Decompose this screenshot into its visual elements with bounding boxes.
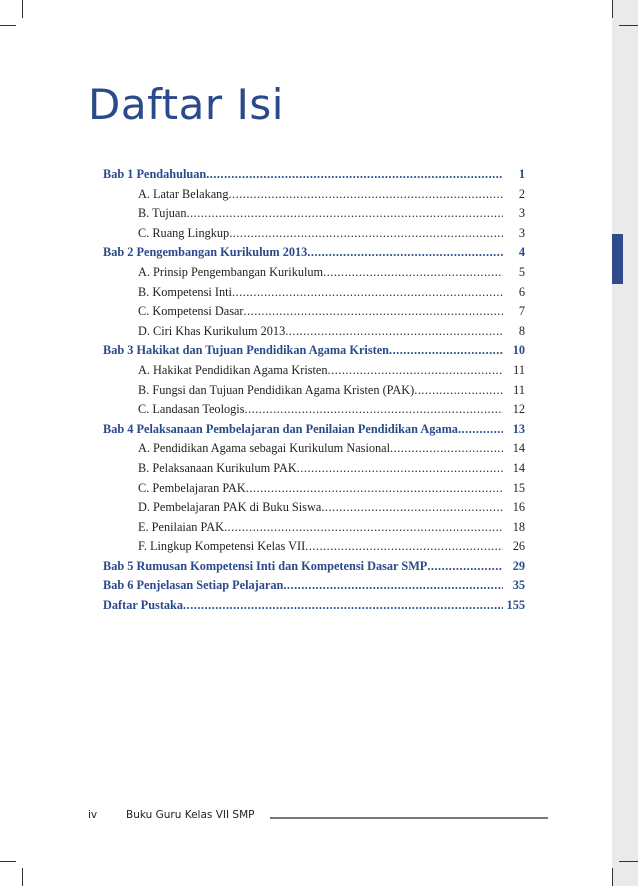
toc-entry-label: Bab 2 Pengembangan Kurikulum 2013 [103,245,308,260]
toc-entry-label: F. Lingkup Kompetensi Kelas VII [138,539,306,554]
crop-mark-bottom-right-v [612,868,613,886]
toc-entry-label: Bab 4 Pelaksanaan Pembelajaran dan Penilaian Pendidikan Agama [103,421,458,436]
crop-mark-top-right-h [619,25,638,26]
toc-entry-label: Bab 3 Hakikat dan Tujuan Pendidikan Agama Kristen [103,343,389,358]
toc-entry-label: A. Prinsip Pengembangan Kurikulum [138,264,324,279]
crop-mark-top-left-v [22,0,23,18]
toc-leader-dots [245,400,504,420]
toc-entry-section[interactable] [103,283,525,303]
toc-entry-section[interactable] [103,518,525,538]
toc-entry-page: 12 [512,402,525,417]
toc-entry-section[interactable] [103,400,525,420]
toc-leader-dots [224,518,503,538]
toc-entry-section[interactable] [103,459,525,479]
toc-leader-dots [244,302,503,322]
toc-leader-dots [228,185,503,205]
toc-leader-dots [285,322,503,342]
toc-entry-page: 3 [518,206,525,221]
toc-entry-label: A. Pendidikan Agama sebagai Kurikulum Nasional [138,441,391,456]
toc-entry-page: 35 [512,578,525,593]
toc-leader-dots [414,381,503,401]
toc-entry-page: 155 [506,598,525,613]
toc-entry-chapter[interactable] [103,557,525,577]
toc-leader-dots [427,557,503,577]
toc-leader-dots [389,341,503,361]
toc-entry-label: Bab 6 Penjelasan Setiap Pelajaran [103,578,284,593]
toc-leader-dots [321,498,503,518]
toc-leader-dots [323,263,503,283]
toc-entry-section[interactable] [103,439,525,459]
footer-rule [270,817,548,819]
toc-entry-section[interactable] [103,302,525,322]
toc-entry-label: B. Kompetensi Inti [138,284,232,299]
toc-entry-label: B. Pelaksanaan Kurikulum PAK [138,460,297,475]
toc-entry-page: 10 [512,343,525,358]
toc-leader-dots [283,576,503,596]
footer-book-title: Buku Guru Kelas VII SMP [126,809,255,821]
toc-entry-label: B. Tujuan [138,206,187,221]
toc-entry-label: C. Ruang Lingkup [138,225,230,240]
toc-entry-label: A. Hakikat Pendidikan Agama Kristen [138,362,328,377]
toc-entry-chapter[interactable] [103,596,525,616]
toc-leader-dots [307,243,503,263]
page-title: Daftar Isi [88,80,284,129]
toc-entry-page: 13 [512,421,525,436]
toc-entry-label: C. Kompetensi Dasar [138,304,244,319]
toc-entry-section[interactable] [103,185,525,205]
toc-entry-page: 7 [518,304,525,319]
toc-leader-dots [328,361,503,381]
toc-entry-section[interactable] [103,498,525,518]
toc-entry-page: 11 [513,382,525,397]
page-edge-band [612,0,638,886]
toc-entry-label: D. Pembelajaran PAK di Buku Siswa [138,500,322,515]
toc-entry-page: 6 [518,284,525,299]
toc-entry-section[interactable] [103,479,525,499]
toc-entry-label: B. Fungsi dan Tujuan Pendidikan Agama Kristen (PAK) [138,382,415,397]
toc-entry-page: 18 [512,519,525,534]
toc-entry-page: 11 [513,362,525,377]
toc-entry-section[interactable] [103,224,525,244]
toc-entry-page: 26 [512,539,525,554]
toc-entry-section[interactable] [103,322,525,342]
toc-entry-section[interactable] [103,204,525,224]
toc-entry-label: Daftar Pustaka [103,598,184,613]
toc-entry-label: A. Latar Belakang [138,186,229,201]
table-of-contents [103,165,525,616]
toc-entry-chapter[interactable] [103,341,525,361]
toc-leader-dots [458,420,503,440]
toc-leader-dots [232,283,503,303]
toc-entry-page: 4 [518,245,525,260]
toc-entry-page: 14 [512,460,525,475]
toc-entry-section[interactable] [103,263,525,283]
toc-entry-label: C. Landasan Teologis [138,402,245,417]
toc-entry-page: 8 [518,323,525,338]
crop-mark-bottom-right-h [619,861,638,862]
toc-entry-section[interactable] [103,381,525,401]
toc-entry-chapter[interactable] [103,165,525,185]
toc-entry-chapter[interactable] [103,420,525,440]
toc-entry-section[interactable] [103,537,525,557]
toc-entry-chapter[interactable] [103,576,525,596]
toc-entry-label: C. Pembelajaran PAK [138,480,246,495]
toc-entry-page: 1 [518,167,525,181]
toc-leader-dots [187,204,503,224]
toc-leader-dots [183,596,503,616]
page-footer [88,806,550,826]
toc-entry-label: D. Ciri Khas Kurikulum 2013 [138,323,286,338]
toc-entry-label: Bab 1 Pendahuluan [103,167,207,181]
toc-entry-page: 14 [512,441,525,456]
toc-leader-dots [390,439,503,459]
crop-mark-top-left-h [0,25,16,26]
toc-entry-chapter[interactable] [103,243,525,263]
crop-mark-bottom-left-v [22,868,23,886]
toc-entry-page: 29 [512,558,525,573]
toc-entry-section[interactable] [103,361,525,381]
chapter-edge-tab [612,234,623,284]
toc-entry-label: Bab 5 Rumusan Kompetensi Inti dan Kompetensi Dasar SMP [103,558,428,573]
toc-leader-dots [229,224,503,244]
toc-entry-page: 3 [518,225,525,240]
toc-leader-dots [297,459,503,479]
toc-entry-page: 16 [512,500,525,515]
toc-entry-page: 2 [518,186,525,201]
crop-mark-top-right-v [612,0,613,18]
toc-entry-page: 15 [512,480,525,495]
toc-leader-dots [206,165,503,185]
toc-leader-dots [246,479,503,499]
footer-page-number: iv [88,809,98,821]
toc-leader-dots [305,537,503,557]
toc-entry-page: 5 [518,264,525,279]
toc-entry-label: E. Penilaian PAK [138,519,224,534]
crop-mark-bottom-left-h [0,861,16,862]
